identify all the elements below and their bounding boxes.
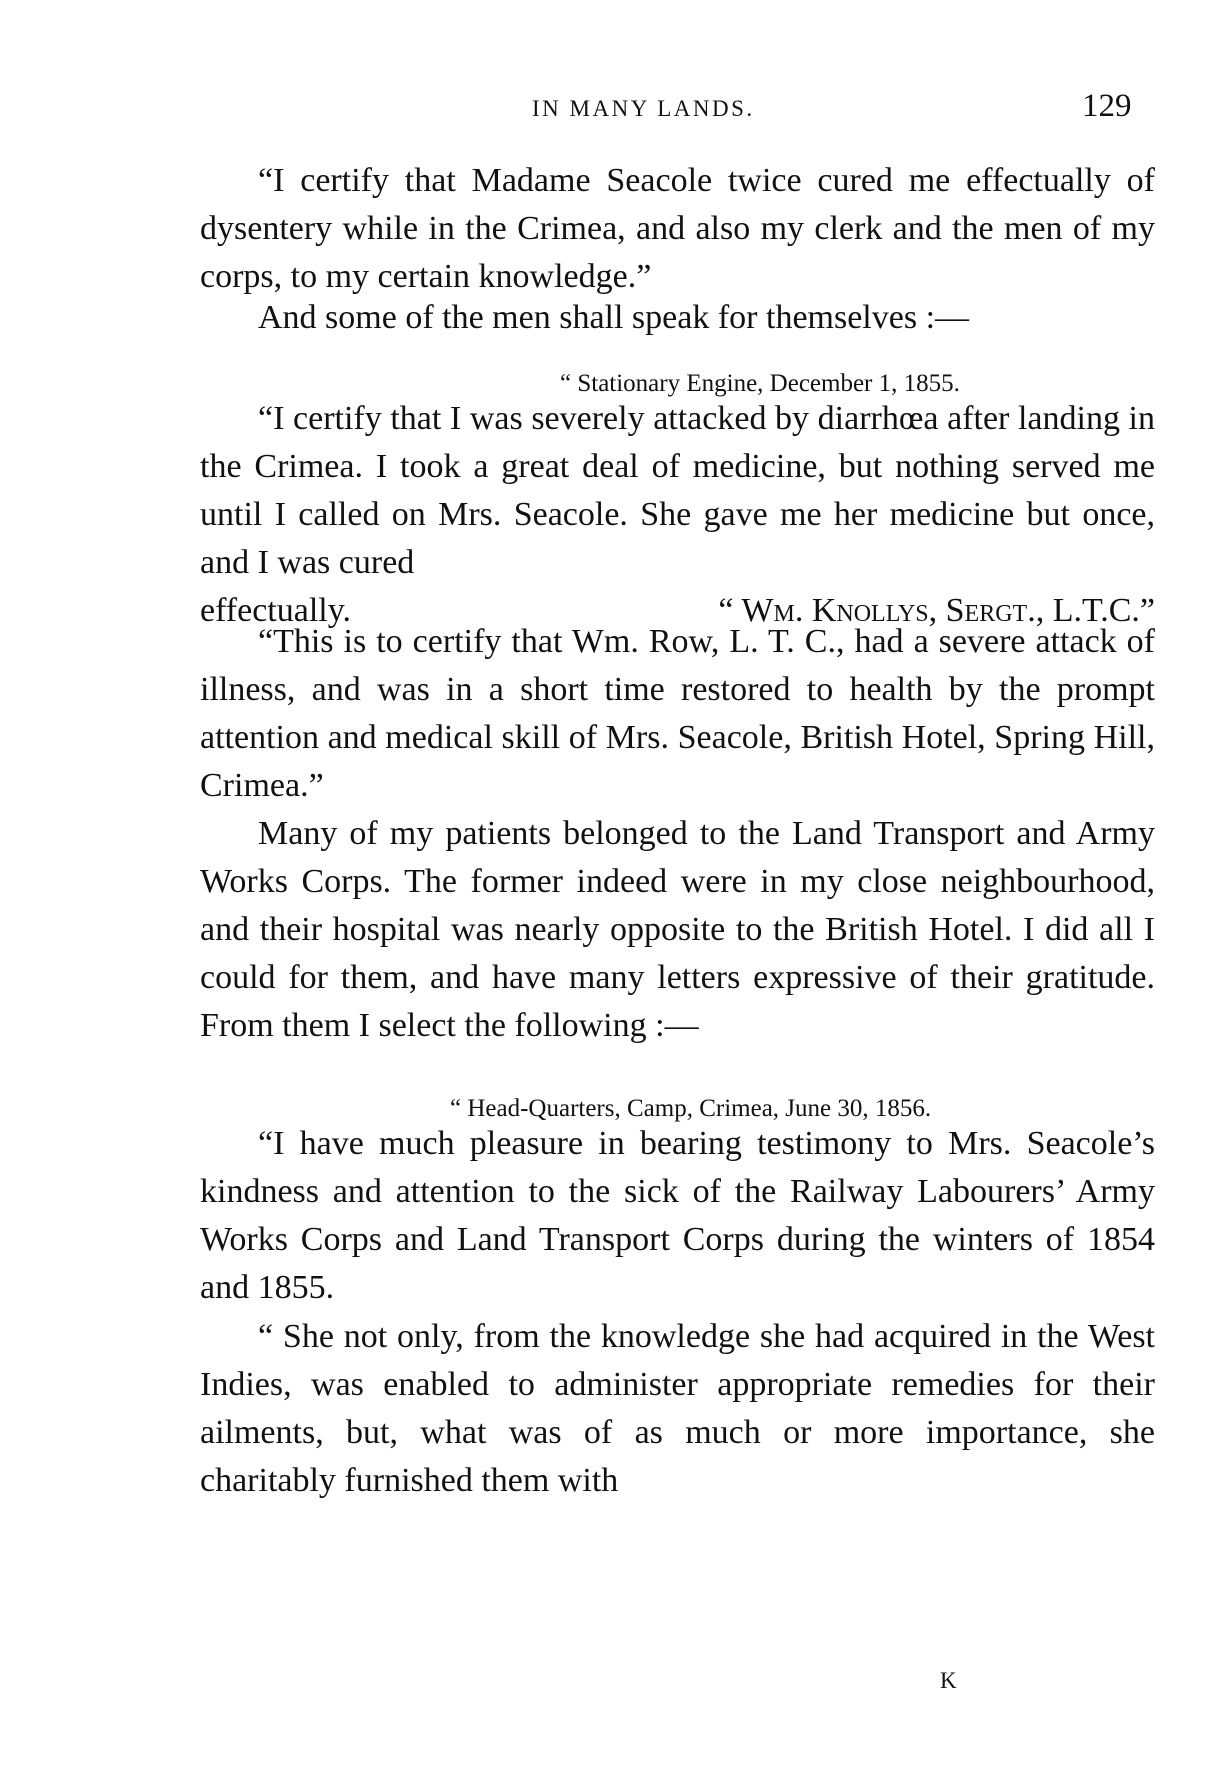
page-header — [0, 88, 1223, 128]
paragraph-patients: Many of my patients belonged to the Land Transport and Army Works Corps. The former indeed were in my close neighbourhood, and their hospital was nearly opposite to the British Hotel. I did all I could for them, and have many letters expressive of their gratitude. From them I select the following :— — [200, 815, 1155, 1044]
paragraph-testimony: “I have much pleasure in bearing testimony to Mrs. Seacole’s kindness and attention to the sick of the Railway Labourers’ Army Works Corps and Land Transport Corps during the winters of 1854 and 1855. — [200, 1125, 1155, 1306]
paragraph-certificate-1: “I certify that Madame Seacole twice cured me effectually of dysentery while in the Crimea, and also my clerk and the men of my corps, to my certain knowledge.” — [200, 162, 1155, 295]
signature-knollys: “ Wm. Knollys, Sergt., L.T.C.” — [718, 592, 1155, 629]
running-head: IN MANY LANDS. — [532, 96, 755, 121]
page-number: 129 — [1082, 88, 1132, 124]
paragraph-certificate-knollys — [200, 395, 1155, 635]
paragraph-certificate-row: “This is to certify that Wm. Row, L. T. C., had a severe attack of illness, and was in a short time restored to health by the prompt attention and medical skill of Mrs. Seacole, British Hotel, Spring Hill, Crimea.” — [200, 623, 1155, 804]
signature-mark: K — [940, 1668, 957, 1693]
paragraph-west-indies: “ She not only, from the knowledge she had acquired in the West Indies, was enabled to administer appropriate remedies for their ailments, but, what was of as much or more importance, she charitably furnished them with — [200, 1318, 1155, 1499]
certificate-knollys-last-word: effectually. — [200, 592, 352, 629]
dateline-stationary-engine: “ Stationary Engine, December 1, 1855. — [560, 370, 960, 397]
dateline-head-quarters: “ Head-Quarters, Camp, Crimea, June 30, 1856. — [450, 1095, 932, 1122]
certificate-knollys-text: “I certify that I was severely attacked by diarrhœa after landing in the Crimea. I took a great deal of medicine, but nothing served me until I called on Mrs. Seacole. She gave me her medicine but once, and I was cured — [200, 400, 1155, 581]
paragraph-intro-men: And some of the men shall speak for themselves :— — [258, 299, 970, 336]
